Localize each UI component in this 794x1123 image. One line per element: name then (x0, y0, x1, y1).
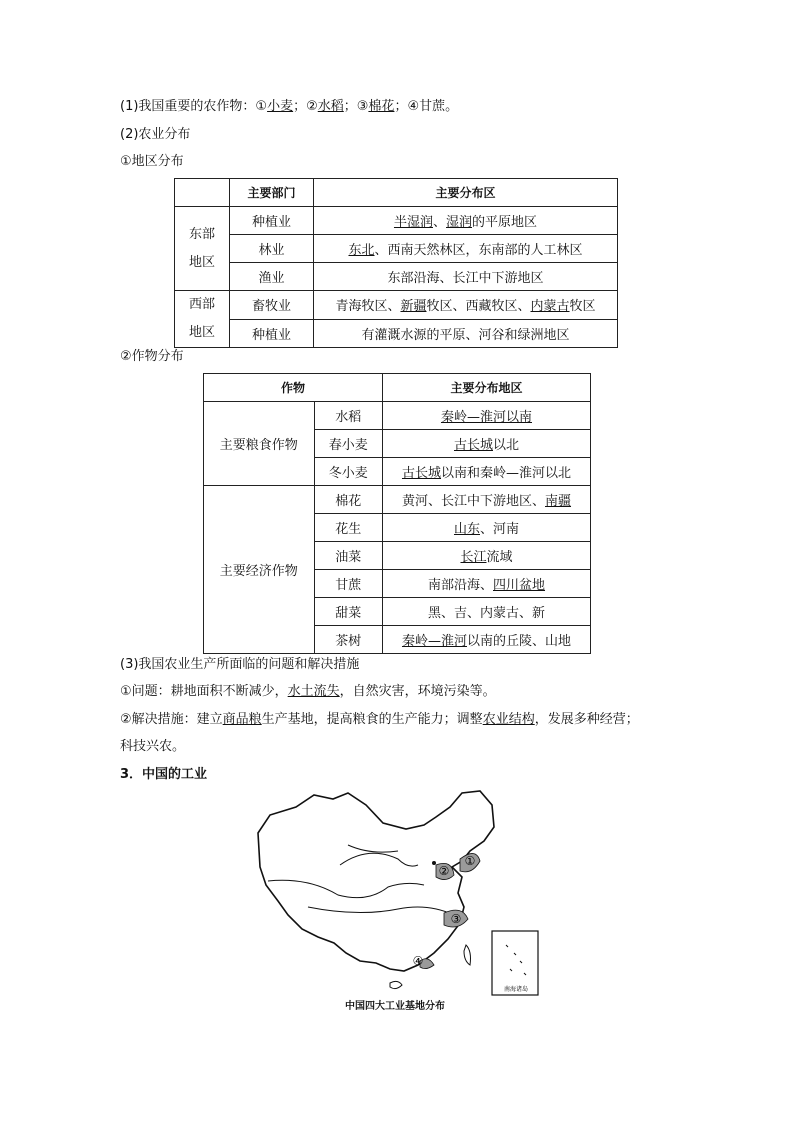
col-dept: 主要部门 (230, 179, 314, 207)
hainan-island (390, 981, 402, 988)
crops-line: (1)我国重要的农作物：①小麦；②水稻；③棉花；④甘蔗。 (120, 99, 459, 114)
china-industry-map (248, 785, 548, 997)
base-label-3: ③ (450, 912, 462, 926)
col-crop: 作物 (204, 374, 383, 402)
col-area: 主要分布区 (314, 179, 618, 207)
regional-table: 主要部门 主要分布区 东部 地区 种植业 半湿润、湿润的平原地区 林业 东北、西南天然林区，东南部的人工林区 渔业 东部沿海、长江中下游地区 西部 地区 畜牧业 青海牧区、新疆牧区、西藏牧区、内蒙古牧区 种植业 有灌溉水源的平原、河谷和绿洲地区 (174, 178, 618, 348)
map-caption: 中国四大工业基地分布 (345, 1001, 445, 1012)
measures-line: ②解决措施：建立商品粮生产基地，提高粮食的生产能力；调整农业结构，发展多种经营； (120, 712, 639, 727)
problems-heading: (3)我国农业生产所面临的问题和解决措施 (120, 657, 360, 672)
base-label-1: ① (464, 854, 476, 868)
beijing-dot (432, 861, 436, 865)
west-region-label: 西部 地区 (175, 291, 230, 348)
problems-line: ①问题：耕地面积不断减少，水土流失，自然灾害，环境污染等。 (120, 684, 496, 699)
col-crop-area: 主要分布地区 (383, 374, 591, 402)
crop-distribution-heading: ②作物分布 (120, 349, 184, 364)
taiwan-island (464, 945, 471, 965)
measures-line-cont: 科技兴农。 (120, 739, 186, 754)
base-label-2: ② (438, 864, 450, 878)
cash-crops-label: 主要经济作物 (204, 486, 315, 654)
inset-label: 南海诸岛 (503, 986, 529, 993)
base-label-4: ④ (412, 954, 424, 968)
crop-table: 作物 主要分布地区 主要粮食作物 水稻 秦岭—淮河以南 春小麦 古长城以北 冬小麦 古长城以南和秦岭—淮河以北 主要经济作物 棉花 黄河、长江中下游地区、南疆 花生 山东、河南 油菜 长江流域 甘蔗 南部沿海、四川盆地 甜菜 黑、吉、内蒙古、新 茶树 秦岭—淮河以南的丘陵、山地 (203, 373, 591, 654)
east-region-label: 东部 地区 (175, 207, 230, 291)
grain-crops-label: 主要粮食作物 (204, 402, 315, 486)
section-heading-industry: 3．中国的工业 (120, 767, 208, 782)
agri-distribution-heading: (2)农业分布 (120, 127, 191, 142)
regional-distribution-heading: ①地区分布 (120, 154, 184, 169)
